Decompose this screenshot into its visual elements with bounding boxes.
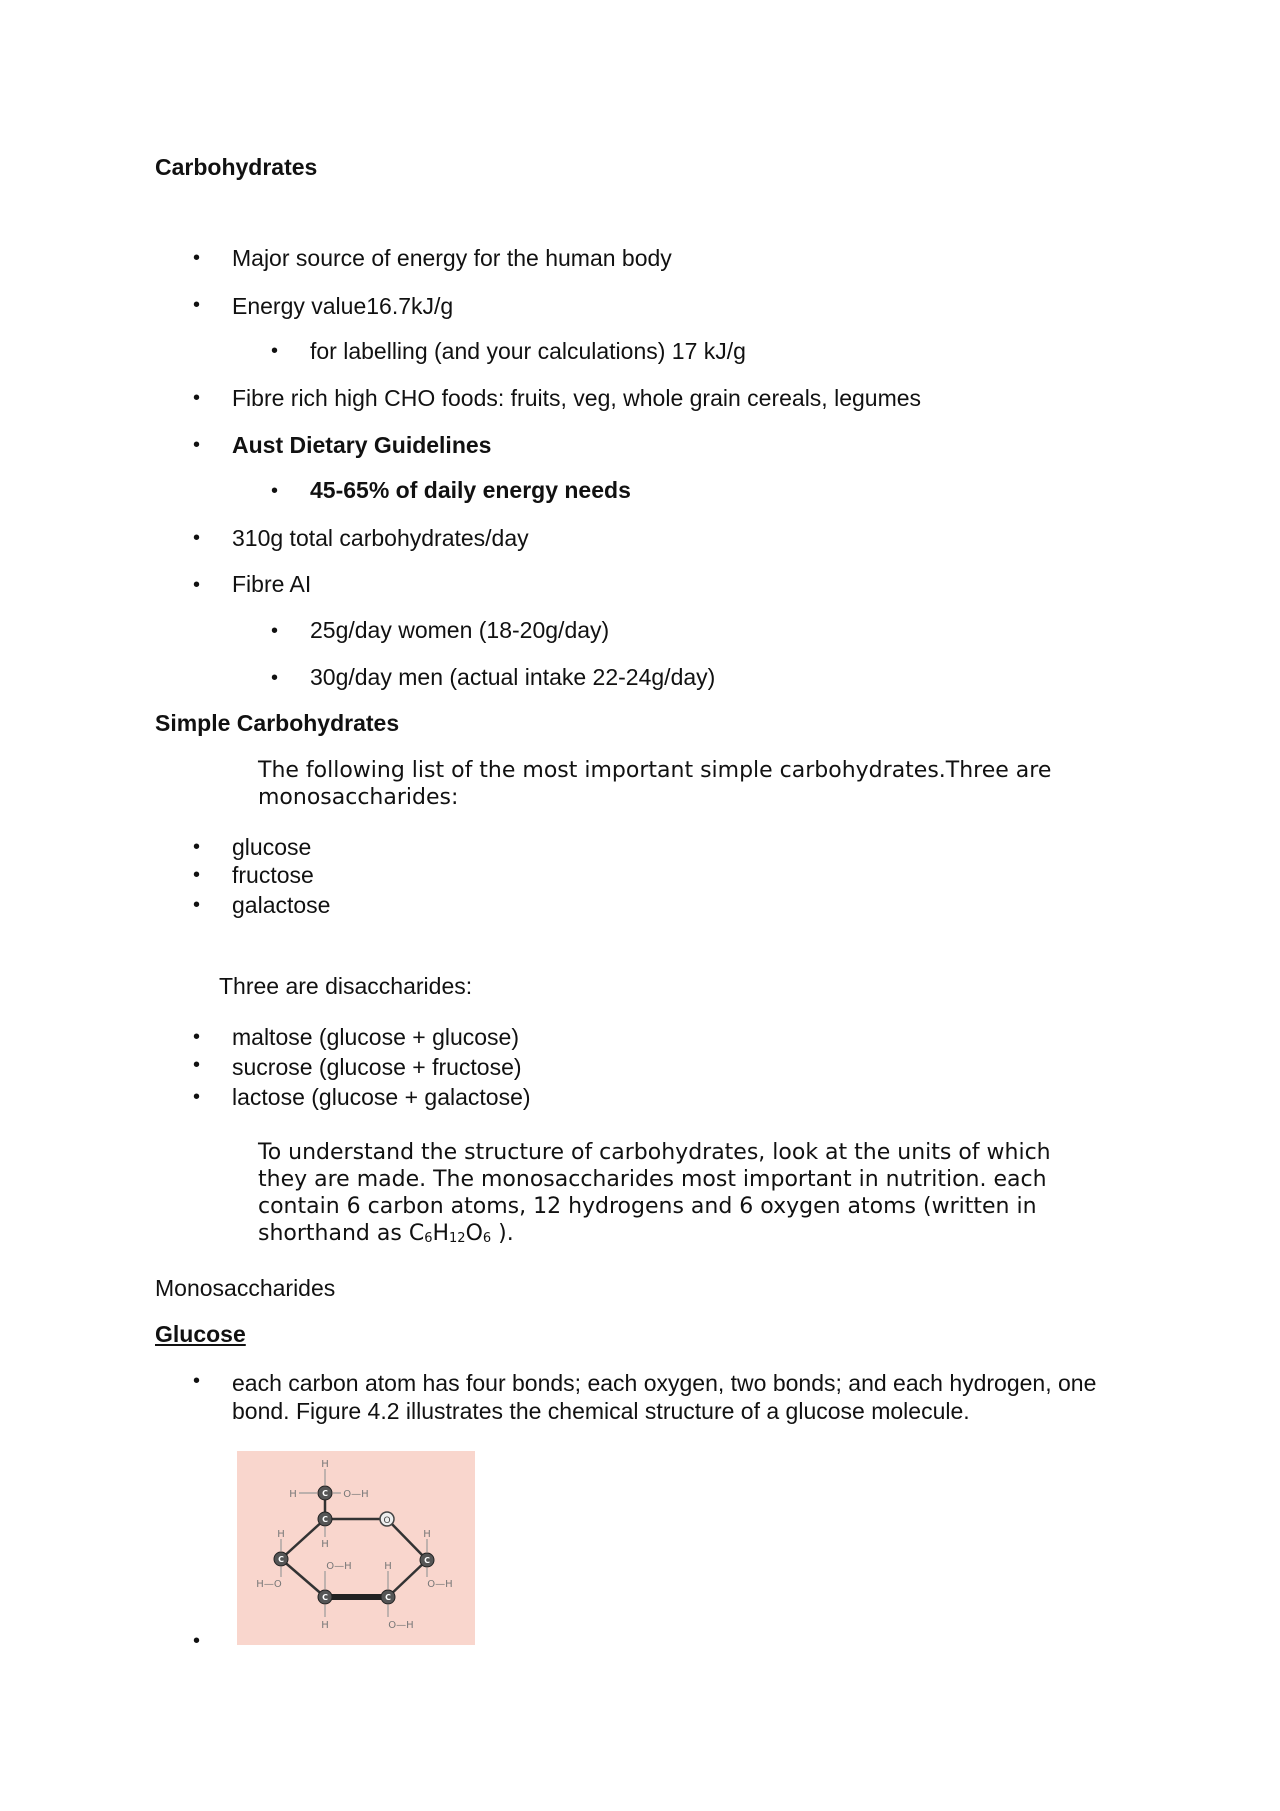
structure-line: they are made. The monosaccharides most important in nutrition. each xyxy=(258,1167,1047,1192)
list-item: galactose xyxy=(232,892,331,918)
h-label: H xyxy=(277,1529,285,1540)
list-item: lactose (glucose + galactose) xyxy=(232,1084,531,1110)
structure-line xyxy=(258,1220,1051,1252)
oh-label: O—H xyxy=(343,1489,369,1500)
h-label: H xyxy=(321,1539,329,1550)
bullet: • xyxy=(193,387,201,409)
heading-glucose: Glucose xyxy=(155,1321,246,1347)
formula-c: C xyxy=(408,1221,425,1246)
ho-label: H—O xyxy=(256,1579,282,1590)
carbon-label: C xyxy=(385,1593,391,1602)
structure-text: shorthand as xyxy=(258,1221,409,1246)
formula-c-sub: 6 xyxy=(424,1231,433,1246)
list-item: maltose (glucose + glucose) xyxy=(232,1024,520,1050)
heading-simple-carbohydrates: Simple Carbohydrates xyxy=(155,710,400,736)
carbon-label: C xyxy=(322,1515,328,1524)
bullet: • xyxy=(193,864,201,886)
bullet: • xyxy=(271,340,279,362)
glucose-line: each carbon atom has four bonds; each oxygen, two bonds; and each hydrogen, one xyxy=(232,1370,1097,1396)
heading-monosaccharides: Monosaccharides xyxy=(155,1275,336,1301)
list-item: sucrose (glucose + fructose) xyxy=(232,1054,522,1080)
formula xyxy=(409,1221,491,1246)
bullet: • xyxy=(193,247,201,269)
ring-bonds xyxy=(281,1493,427,1597)
list-item: Aust Dietary Guidelines xyxy=(232,432,492,458)
h-label: H xyxy=(289,1489,297,1500)
oh-label: O—H xyxy=(388,1620,414,1631)
bullet: • xyxy=(193,1026,201,1048)
intro-paragraph xyxy=(258,757,1051,811)
bullet: • xyxy=(193,836,201,858)
heading-carbohydrates: Carbohydrates xyxy=(155,154,318,180)
carbon-label: C xyxy=(322,1489,328,1498)
bullet: • xyxy=(193,1630,201,1652)
h-label: H xyxy=(423,1529,431,1540)
glucose-structure-figure xyxy=(237,1451,475,1645)
h-label: H xyxy=(321,1459,329,1470)
list-item: Major source of energy for the human body xyxy=(232,245,672,271)
bullet: • xyxy=(271,480,279,502)
list-item: 310g total carbohydrates/day xyxy=(232,525,529,551)
carbon-labels xyxy=(278,1489,430,1602)
bullet: • xyxy=(193,527,201,549)
carbon-label: C xyxy=(424,1556,430,1565)
glucose-structure-diagram xyxy=(237,1451,475,1645)
list-item: Energy value16.7kJ/g xyxy=(232,293,454,319)
list-item: Fibre rich high CHO foods: fruits, veg, whole grain cereals, legumes xyxy=(232,385,922,411)
formula-o: O xyxy=(465,1221,483,1246)
h-label: H xyxy=(384,1561,392,1572)
structure-paragraph xyxy=(258,1139,1051,1252)
bullet: • xyxy=(193,294,201,316)
formula-h-sub: 12 xyxy=(449,1231,466,1246)
list-item: for labelling (and your calculations) 17 kJ/g xyxy=(310,338,746,364)
intro-line: The following list of the most important simple carbohydrates.Three are xyxy=(258,758,1052,783)
structure-text: ). xyxy=(491,1221,514,1246)
formula-h: H xyxy=(432,1221,450,1246)
disaccharides-intro: Three are disaccharides: xyxy=(219,973,473,999)
structure-line: To understand the structure of carbohydrates, look at the units of which xyxy=(258,1140,1051,1165)
bullet: • xyxy=(193,1086,201,1108)
oh-label: O—H xyxy=(427,1579,453,1590)
substituent-labels xyxy=(256,1459,452,1631)
list-item: Fibre AI xyxy=(232,571,312,597)
bullet: • xyxy=(193,1370,201,1392)
carbon-label: C xyxy=(322,1593,328,1602)
list-item: 25g/day women (18-20g/day) xyxy=(310,617,610,643)
glucose-line: bond. Figure 4.2 illustrates the chemical structure of a glucose molecule. xyxy=(232,1398,970,1424)
bullet: • xyxy=(271,667,279,689)
structure-line: contain 6 carbon atoms, 12 hydrogens and 6 oxygen atoms (written in xyxy=(258,1194,1037,1219)
formula-o-sub: 6 xyxy=(482,1231,492,1246)
oh-label: O—H xyxy=(326,1561,352,1572)
carbon-label: C xyxy=(278,1555,284,1564)
list-item: glucose xyxy=(232,834,312,860)
ring-oxygen-label: O xyxy=(383,1516,391,1526)
h-label: H xyxy=(321,1620,329,1631)
list-item: 45-65% of daily energy needs xyxy=(310,477,631,503)
list-item: 30g/day men (actual intake 22-24g/day) xyxy=(310,664,716,690)
bullet: • xyxy=(193,574,201,596)
bullet: • xyxy=(271,620,279,642)
bullet: • xyxy=(193,1054,201,1076)
intro-line: monosaccharides: xyxy=(258,785,459,810)
bullet: • xyxy=(193,434,201,456)
glucose-description xyxy=(232,1369,1096,1425)
bullet: • xyxy=(193,894,201,916)
list-item: fructose xyxy=(232,862,314,888)
